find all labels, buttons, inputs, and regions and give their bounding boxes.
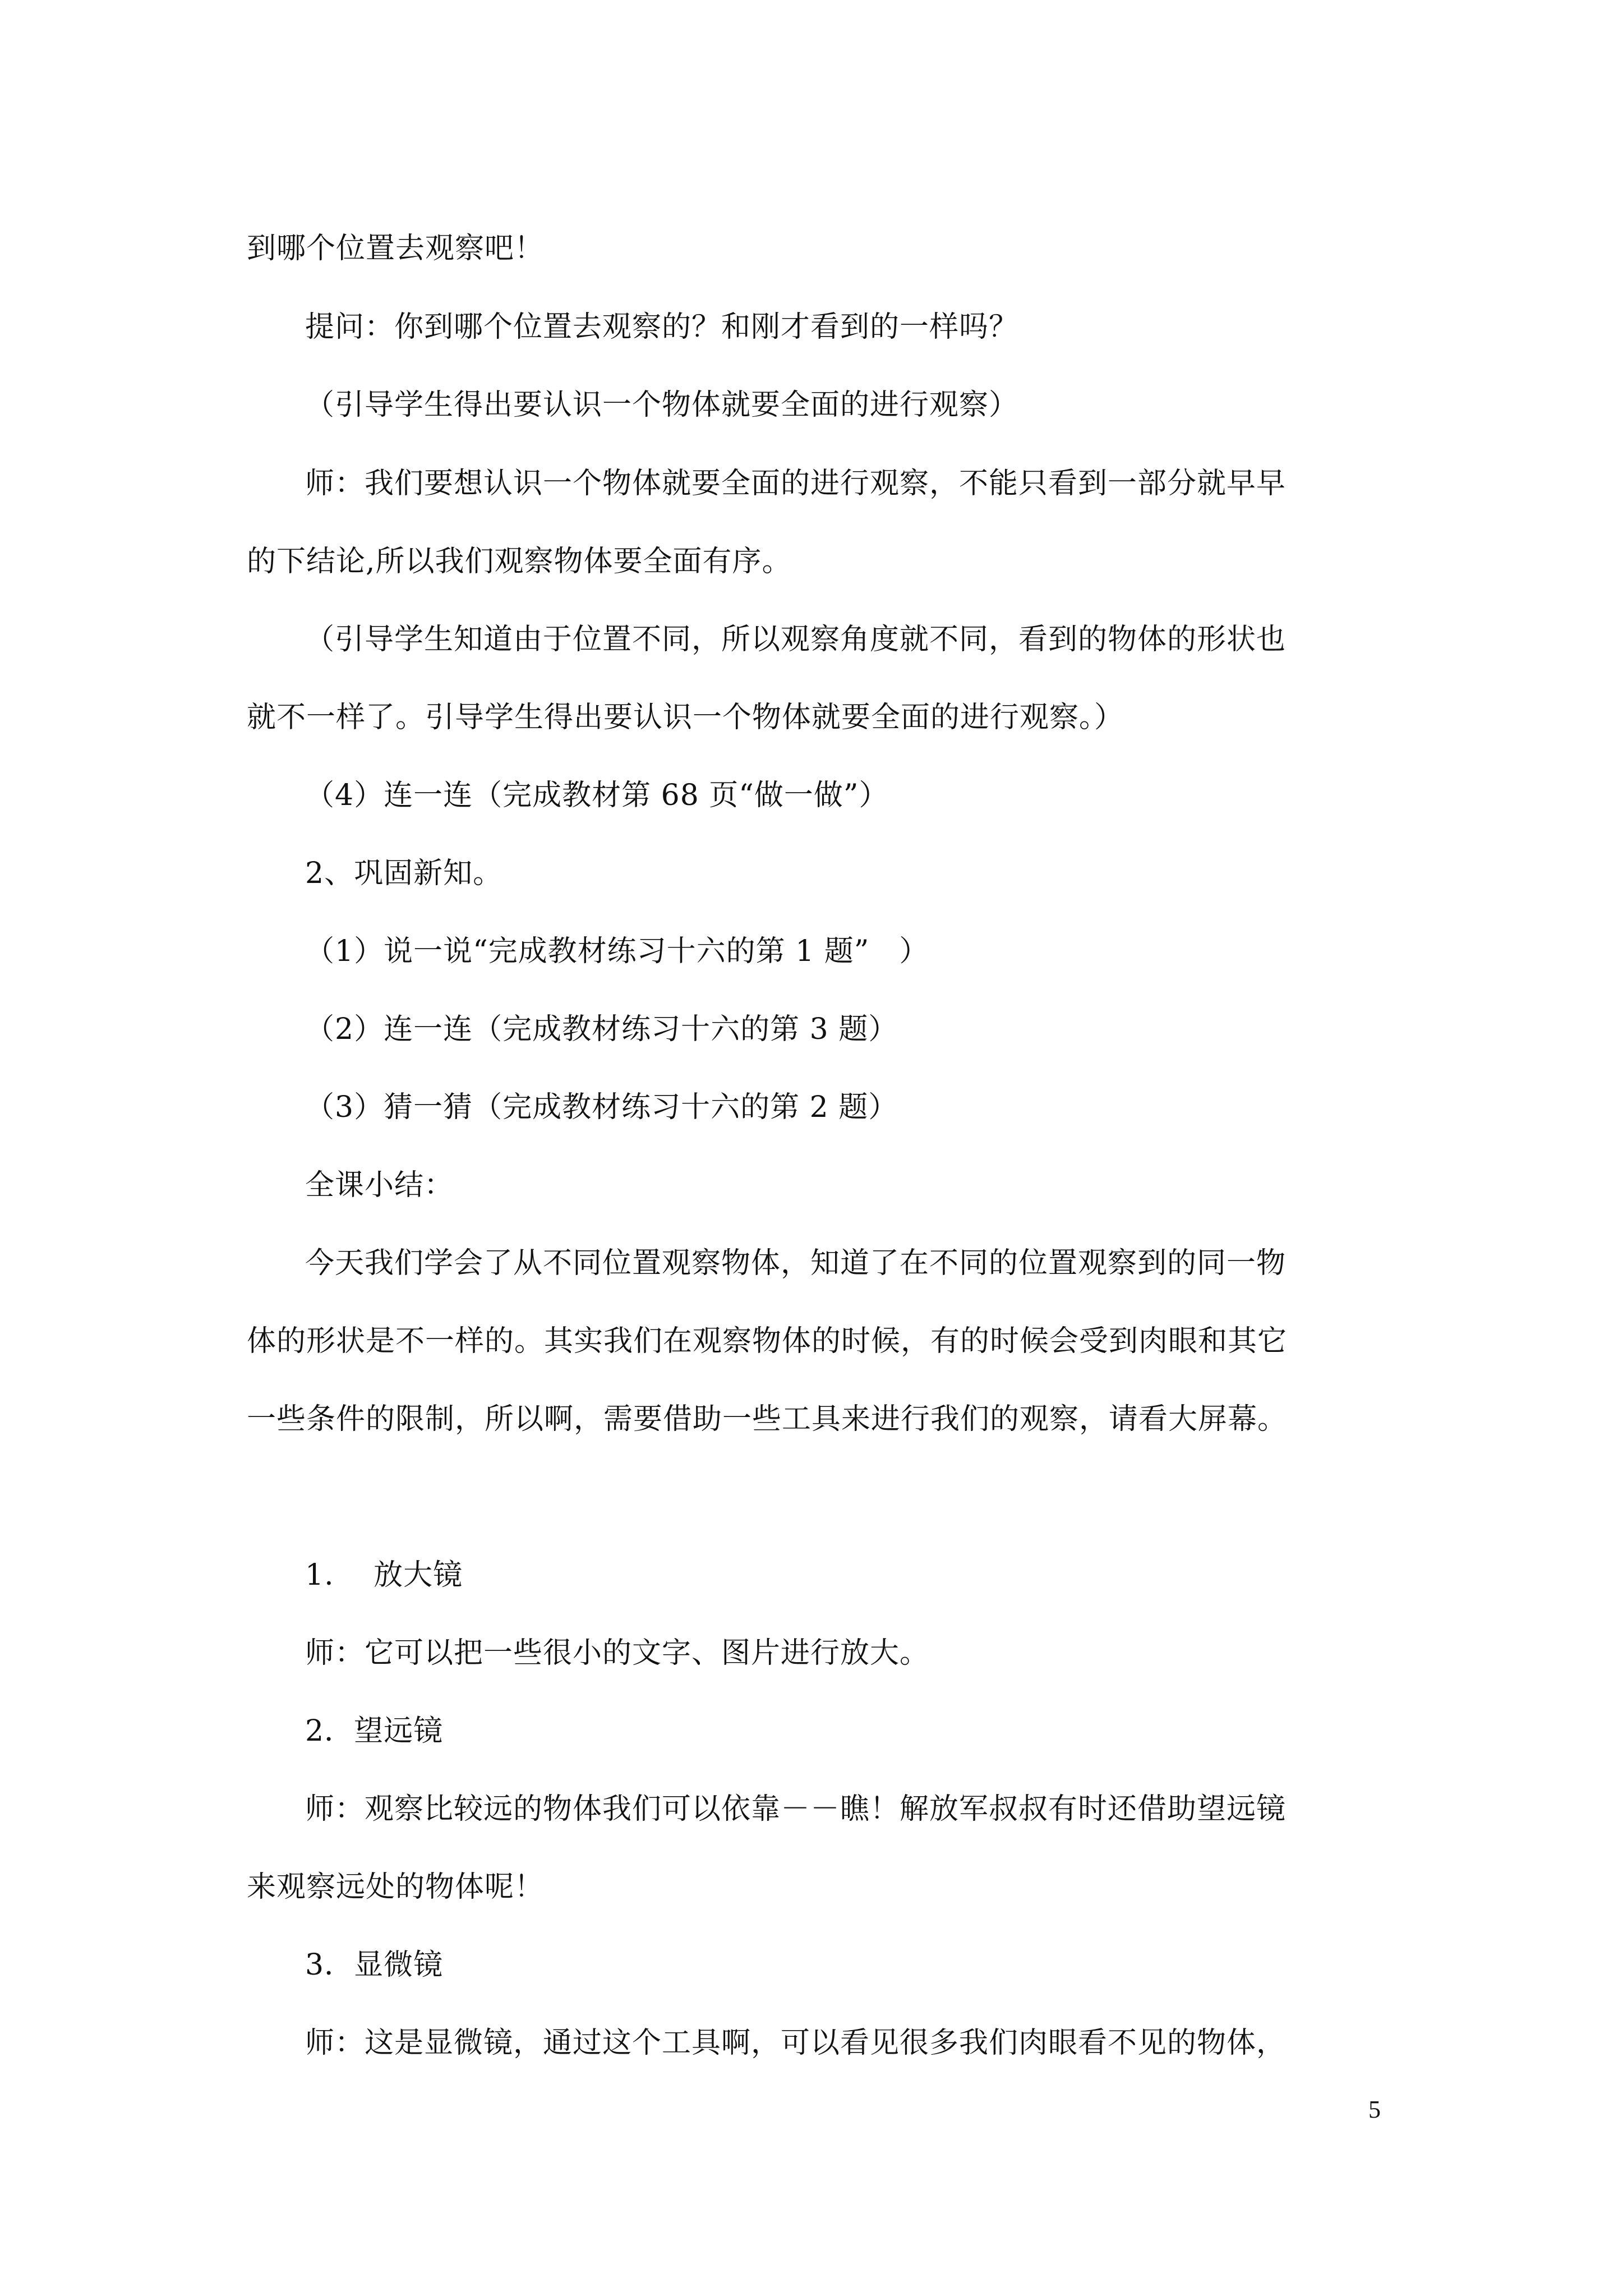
text-line: 提问：你到哪个位置去观察的？和刚才看到的一样吗？: [305, 310, 1019, 344]
text-line: 一些条件的限制，所以啊，需要借助一些工具来进行我们的观察，请看大屏幕。: [247, 1402, 1288, 1436]
text-line: 来观察远处的物体呢！: [247, 1870, 545, 1904]
text-line: 2．望远镜: [305, 1714, 444, 1748]
text-line: 师：这是显微镜，通过这个工具啊，可以看见很多我们肉眼看不见的物体，: [305, 2026, 1287, 2060]
page-number: 5: [1368, 2096, 1381, 2123]
text-line: 师：观察比较远的物体我们可以依靠－－瞧！解放军叔叔有时还借助望远镜: [305, 1792, 1287, 1826]
text-line: （4）连一连（完成教材第 68 页“做一做”）: [305, 779, 889, 812]
text-line: 到哪个位置去观察吧！: [247, 232, 545, 265]
text-line: 2、巩固新知。: [305, 857, 503, 890]
text-line: 师：我们要想认识一个物体就要全面的进行观察，不能只看到一部分就早早: [305, 467, 1287, 500]
text-line: 全课小结：: [305, 1168, 454, 1202]
text-line: 3．显微镜: [305, 1948, 444, 1982]
text-line: 今天我们学会了从不同位置观察物体，知道了在不同的位置观察到的同一物: [305, 1246, 1287, 1280]
text-line: （1）说一说“完成教材练习十六的第 1 题” ）: [305, 935, 929, 968]
text-line: （引导学生知道由于位置不同，所以观察角度就不同，看到的物体的形状也: [305, 623, 1287, 656]
text-line: （3）猜一猜（完成教材练习十六的第 2 题）: [305, 1091, 898, 1124]
text-line: 体的形状是不一样的。其实我们在观察物体的时候，有的时候会受到肉眼和其它: [247, 1324, 1288, 1358]
text-line: （2）连一连（完成教材练习十六的第 3 题）: [305, 1013, 898, 1046]
text-line: 就不一样了。引导学生得出要认识一个物体就要全面的进行观察。）: [247, 701, 1124, 734]
text-line: （引导学生得出要认识一个物体就要全面的进行观察）: [305, 388, 1019, 422]
text-line: 师：它可以把一些很小的文字、图片进行放大。: [305, 1636, 930, 1670]
text-line: 的下结论,所以我们观察物体要全面有序。: [247, 545, 792, 578]
text-line: 1. 放大镜: [305, 1558, 463, 1592]
